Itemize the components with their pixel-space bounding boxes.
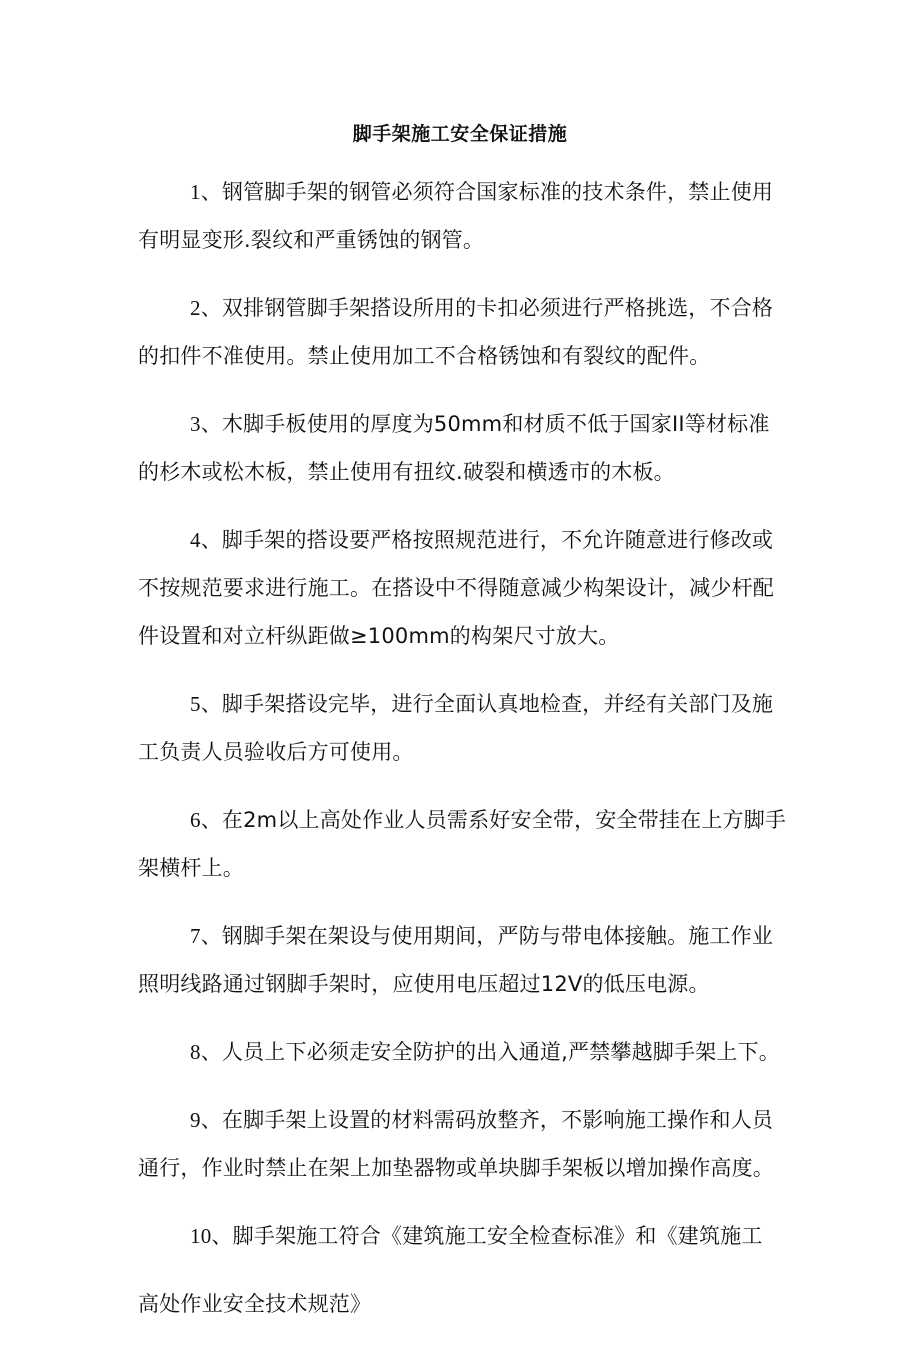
list-item-3 [138, 400, 788, 496]
item-line-2: 高处作业安全技术规范》 [138, 1292, 372, 1316]
item-number: 6、 [190, 808, 222, 832]
list-item-4 [138, 516, 788, 660]
list-item-1 [138, 168, 788, 264]
item-text: 在2m以上高处作业人员需系好安全带，安全带挂在上方脚手架横杆上。 [138, 808, 787, 880]
item-text: 脚手架施工符合《建筑施工安全检查标准》和《建筑施工 [232, 1224, 763, 1248]
item-number: 2、 [190, 296, 222, 320]
list-item-5 [138, 680, 788, 776]
item-text: 双排钢管脚手架搭设所用的卡扣必须进行严格挑选，不合格的扣件不准使用。禁止使用加工不合格锈蚀和有裂纹的配件。 [138, 296, 774, 368]
item-text: 在脚手架上设置的材料需码放整齐，不影响施工操作和人员通行，作业时禁止在架上加垫器物或单块脚手架板以增加操作高度。 [138, 1108, 774, 1180]
item-text: 木脚手板使用的厚度为50mm和材质不低于国家II等材标准的杉木或松木板，禁止使用有扭纹.破裂和横透市的木板。 [138, 412, 770, 484]
measures-list [138, 168, 788, 1348]
item-number: 4、 [190, 528, 222, 552]
item-text: 人员上下必须走安全防护的出入通道,严禁攀越脚手架上下。 [221, 1040, 780, 1064]
item-number: 10、 [190, 1224, 233, 1248]
item-number: 5、 [190, 692, 222, 716]
list-item-6 [138, 796, 788, 892]
list-item-7 [138, 912, 788, 1008]
item-number: 8、 [190, 1040, 222, 1064]
list-item-8 [138, 1028, 788, 1076]
item-number: 7、 [190, 924, 222, 948]
document-title: 脚手架施工安全保证措施 [352, 123, 568, 145]
item-line-1 [138, 1212, 788, 1260]
list-item-2 [138, 284, 788, 380]
item-text: 脚手架的搭设要严格按照规范进行，不允许随意进行修改或不按规范要求进行施工。在搭设中不得随意减少构架设计，减少杆配件设置和对立杆纵距做≥100mm的构架尺寸放大。 [138, 528, 774, 648]
item-text: 脚手架搭设完毕，进行全面认真地检查，并经有关部门及施工负责人员验收后方可使用。 [138, 692, 774, 764]
item-number: 9、 [190, 1108, 222, 1132]
item-text: 钢管脚手架的钢管必须符合国家标准的技术条件，禁止使用有明显变形.裂纹和严重锈蚀的钢管。 [138, 180, 774, 252]
item-text: 钢脚手架在架设与使用期间，严防与带电体接触。施工作业照明线路通过钢脚手架时，应使用电压超过12V的低压电源。 [138, 924, 774, 996]
list-item-10 [138, 1212, 788, 1328]
item-number: 3、 [190, 412, 222, 436]
item-number: 1、 [190, 180, 222, 204]
list-item-9 [138, 1096, 788, 1192]
